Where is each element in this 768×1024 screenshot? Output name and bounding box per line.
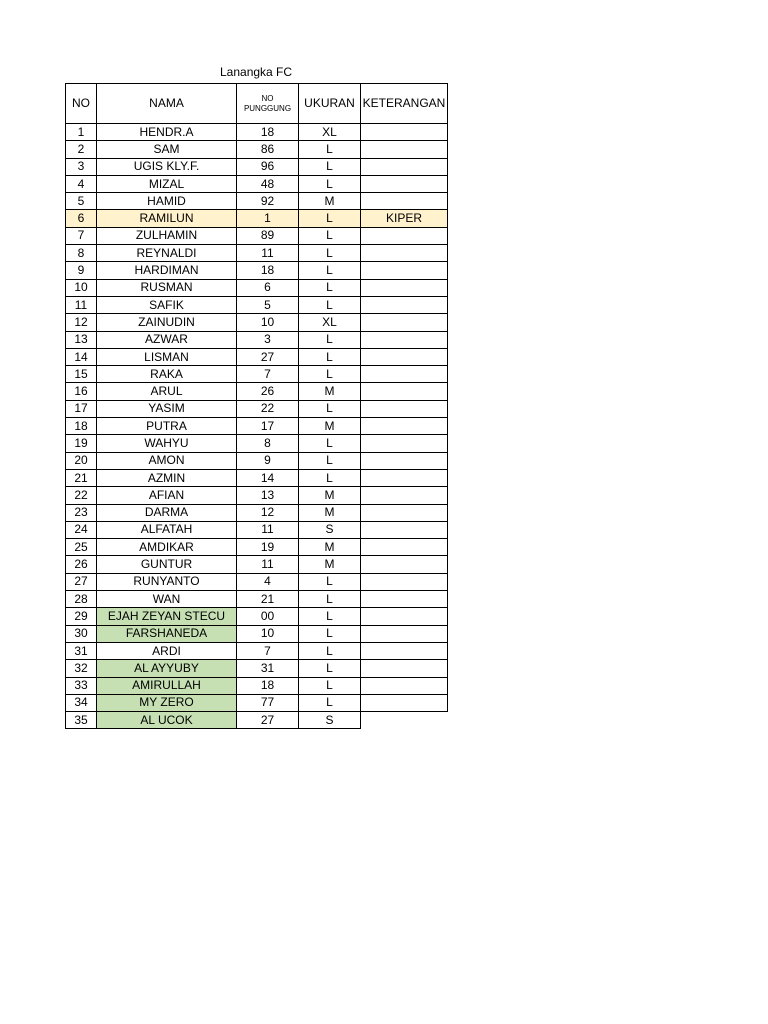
cell-no-punggung[interactable]: 18: [237, 124, 299, 141]
cell-no-punggung[interactable]: 12: [237, 504, 299, 521]
cell-no-punggung[interactable]: 10: [237, 314, 299, 331]
header-no-punggung-line2: PUNGGUNG: [243, 103, 292, 113]
cell-no-punggung[interactable]: 22: [237, 400, 299, 417]
cell-no[interactable]: 34: [66, 694, 97, 711]
cell-nama[interactable]: AMON: [97, 452, 237, 469]
cell-ukuran[interactable]: M: [299, 504, 361, 521]
cell-keterangan[interactable]: [361, 660, 448, 677]
cell-no-punggung[interactable]: 18: [237, 262, 299, 279]
cell-nama[interactable]: ARDI: [97, 642, 237, 659]
cell-no-punggung[interactable]: 00: [237, 608, 299, 625]
cell-no-punggung[interactable]: 11: [237, 521, 299, 538]
header-keterangan[interactable]: KETERANGAN: [361, 84, 448, 124]
cell-nama[interactable]: HENDR.A: [97, 124, 237, 141]
table-row: [66, 383, 448, 400]
cell-keterangan[interactable]: [361, 227, 448, 244]
table-row: [66, 677, 448, 694]
cell-no[interactable]: 28: [66, 591, 97, 608]
cell-keterangan[interactable]: [361, 383, 448, 400]
cell-nama[interactable]: RAMILUN: [97, 210, 237, 227]
table-row: [66, 504, 448, 521]
cell-keterangan[interactable]: [361, 452, 448, 469]
table-row: [66, 418, 448, 435]
cell-nama[interactable]: AL UCOK: [97, 712, 237, 729]
cell-ukuran[interactable]: L: [299, 642, 361, 659]
cell-no-punggung[interactable]: 7: [237, 642, 299, 659]
cell-nama[interactable]: HAMID: [97, 193, 237, 210]
cell-no[interactable]: 8: [66, 245, 97, 262]
cell-no-punggung[interactable]: 11: [237, 245, 299, 262]
cell-ukuran[interactable]: L: [299, 677, 361, 694]
cell-keterangan[interactable]: [361, 279, 448, 296]
cell-ukuran[interactable]: M: [299, 418, 361, 435]
cell-ukuran[interactable]: M: [299, 487, 361, 504]
table-row: [66, 245, 448, 262]
cell-nama[interactable]: AZWAR: [97, 331, 237, 348]
cell-no[interactable]: 4: [66, 175, 97, 192]
table-row: [66, 539, 448, 556]
cell-no-punggung[interactable]: 21: [237, 591, 299, 608]
cell-no[interactable]: 6: [66, 210, 97, 227]
table-row: [66, 366, 448, 383]
cell-no[interactable]: 15: [66, 366, 97, 383]
cell-nama[interactable]: SAFIK: [97, 296, 237, 313]
cell-no[interactable]: 24: [66, 521, 97, 538]
cell-ukuran[interactable]: L: [299, 366, 361, 383]
cell-no[interactable]: 1: [66, 124, 97, 141]
cell-ukuran[interactable]: L: [299, 608, 361, 625]
table-row: [66, 556, 448, 573]
cell-nama[interactable]: YASIM: [97, 400, 237, 417]
cell-no[interactable]: 12: [66, 314, 97, 331]
table-row: [66, 193, 448, 210]
cell-keterangan[interactable]: [361, 521, 448, 538]
cell-keterangan[interactable]: [361, 677, 448, 694]
table-row: [66, 469, 448, 486]
cell-no[interactable]: 16: [66, 383, 97, 400]
cell-no[interactable]: 25: [66, 539, 97, 556]
cell-nama[interactable]: ZAINUDIN: [97, 314, 237, 331]
cell-no-punggung[interactable]: 19: [237, 539, 299, 556]
cell-ukuran[interactable]: L: [299, 141, 361, 158]
cell-ukuran[interactable]: L: [299, 625, 361, 642]
table-row: [66, 521, 448, 538]
cell-no[interactable]: 2: [66, 141, 97, 158]
cell-keterangan[interactable]: [361, 625, 448, 642]
cell-nama[interactable]: UGIS KLY.F.: [97, 158, 237, 175]
cell-keterangan[interactable]: [361, 573, 448, 590]
cell-nama[interactable]: AMIRULLAH: [97, 677, 237, 694]
cell-no[interactable]: 20: [66, 452, 97, 469]
cell-ukuran[interactable]: L: [299, 660, 361, 677]
cell-no-punggung[interactable]: 26: [237, 383, 299, 400]
cell-ukuran[interactable]: L: [299, 591, 361, 608]
cell-keterangan[interactable]: [361, 158, 448, 175]
cell-no[interactable]: 27: [66, 573, 97, 590]
table-row: [66, 487, 448, 504]
cell-ukuran[interactable]: M: [299, 539, 361, 556]
cell-no[interactable]: 3: [66, 158, 97, 175]
cell-ukuran[interactable]: L: [299, 227, 361, 244]
table-row: [66, 141, 448, 158]
cell-keterangan[interactable]: [361, 642, 448, 659]
header-no-punggung[interactable]: [237, 84, 299, 124]
cell-no[interactable]: 32: [66, 660, 97, 677]
cell-ukuran[interactable]: XL: [299, 124, 361, 141]
cell-nama[interactable]: GUNTUR: [97, 556, 237, 573]
cell-no-punggung[interactable]: 7: [237, 366, 299, 383]
cell-no[interactable]: 33: [66, 677, 97, 694]
cell-keterangan[interactable]: [361, 400, 448, 417]
cell-no[interactable]: 17: [66, 400, 97, 417]
table-row: [66, 435, 448, 452]
cell-keterangan[interactable]: KIPER: [361, 210, 448, 227]
table-row: [66, 625, 448, 642]
cell-nama[interactable]: WAN: [97, 591, 237, 608]
cell-nama[interactable]: RAKA: [97, 366, 237, 383]
cell-nama[interactable]: AZMIN: [97, 469, 237, 486]
cell-keterangan[interactable]: [361, 193, 448, 210]
cell-no[interactable]: 14: [66, 348, 97, 365]
cell-no-punggung[interactable]: 5: [237, 296, 299, 313]
header-ukuran[interactable]: UKURAN: [299, 84, 361, 124]
cell-keterangan[interactable]: [361, 694, 448, 711]
cell-nama[interactable]: HARDIMAN: [97, 262, 237, 279]
cell-ukuran[interactable]: L: [299, 262, 361, 279]
cell-no[interactable]: 5: [66, 193, 97, 210]
cell-ukuran[interactable]: L: [299, 573, 361, 590]
cell-no-punggung[interactable]: 10: [237, 625, 299, 642]
cell-ukuran[interactable]: L: [299, 175, 361, 192]
cell-no[interactable]: 29: [66, 608, 97, 625]
cell-ukuran[interactable]: L: [299, 158, 361, 175]
cell-nama[interactable]: AMDIKAR: [97, 539, 237, 556]
cell-nama[interactable]: RUNYANTO: [97, 573, 237, 590]
cell-no[interactable]: 10: [66, 279, 97, 296]
cell-ukuran[interactable]: L: [299, 348, 361, 365]
table-row: [66, 642, 448, 659]
cell-keterangan[interactable]: [361, 487, 448, 504]
cell-no[interactable]: 30: [66, 625, 97, 642]
cell-ukuran[interactable]: XL: [299, 314, 361, 331]
cell-keterangan[interactable]: [361, 712, 448, 729]
table-row: [66, 262, 448, 279]
cell-no-punggung[interactable]: 27: [237, 712, 299, 729]
table-row: [66, 608, 448, 625]
cell-nama[interactable]: ARUL: [97, 383, 237, 400]
header-no[interactable]: NO: [66, 84, 97, 124]
table-row: [66, 158, 448, 175]
cell-nama[interactable]: FARSHANEDA: [97, 625, 237, 642]
cell-ukuran[interactable]: L: [299, 694, 361, 711]
cell-ukuran[interactable]: M: [299, 383, 361, 400]
table-row: [66, 314, 448, 331]
cell-keterangan[interactable]: [361, 348, 448, 365]
cell-ukuran[interactable]: L: [299, 469, 361, 486]
cell-no-punggung[interactable]: 92: [237, 193, 299, 210]
cell-nama[interactable]: AL AYYUBY: [97, 660, 237, 677]
cell-no-punggung[interactable]: 11: [237, 556, 299, 573]
cell-ukuran[interactable]: M: [299, 193, 361, 210]
table-row: [66, 573, 448, 590]
cell-no[interactable]: 26: [66, 556, 97, 573]
cell-ukuran[interactable]: L: [299, 331, 361, 348]
table-row: [66, 210, 448, 227]
cell-nama[interactable]: AFIAN: [97, 487, 237, 504]
cell-keterangan[interactable]: [361, 556, 448, 573]
cell-nama[interactable]: MIZAL: [97, 175, 237, 192]
table-row: [66, 591, 448, 608]
cell-no[interactable]: 22: [66, 487, 97, 504]
cell-no-punggung[interactable]: 8: [237, 435, 299, 452]
cell-no[interactable]: 18: [66, 418, 97, 435]
cell-no[interactable]: 35: [66, 712, 97, 729]
cell-keterangan[interactable]: [361, 418, 448, 435]
cell-no-punggung[interactable]: 27: [237, 348, 299, 365]
table-row: [66, 400, 448, 417]
cell-ukuran[interactable]: S: [299, 712, 361, 729]
cell-keterangan[interactable]: [361, 366, 448, 383]
table-row: [66, 227, 448, 244]
table-row: [66, 279, 448, 296]
cell-keterangan[interactable]: [361, 469, 448, 486]
cell-keterangan[interactable]: [361, 539, 448, 556]
cell-no-punggung[interactable]: 4: [237, 573, 299, 590]
table-row: [66, 694, 448, 711]
cell-no-punggung[interactable]: 89: [237, 227, 299, 244]
cell-nama[interactable]: MY ZERO: [97, 694, 237, 711]
cell-nama[interactable]: ZULHAMIN: [97, 227, 237, 244]
cell-no-punggung[interactable]: 1: [237, 210, 299, 227]
cell-no-punggung[interactable]: 31: [237, 660, 299, 677]
cell-nama[interactable]: WAHYU: [97, 435, 237, 452]
cell-no-punggung[interactable]: 96: [237, 158, 299, 175]
cell-ukuran[interactable]: M: [299, 556, 361, 573]
cell-ukuran[interactable]: L: [299, 245, 361, 262]
table-row: [66, 296, 448, 313]
cell-keterangan[interactable]: [361, 175, 448, 192]
cell-nama[interactable]: LISMAN: [97, 348, 237, 365]
table-row: [66, 175, 448, 192]
cell-ukuran[interactable]: L: [299, 400, 361, 417]
roster-table: [65, 83, 448, 729]
table-row: [66, 660, 448, 677]
cell-no[interactable]: 19: [66, 435, 97, 452]
cell-keterangan[interactable]: [361, 314, 448, 331]
table-row: [66, 348, 448, 365]
cell-keterangan[interactable]: [361, 141, 448, 158]
cell-no-punggung[interactable]: 77: [237, 694, 299, 711]
cell-keterangan[interactable]: [361, 124, 448, 141]
cell-ukuran[interactable]: L: [299, 435, 361, 452]
cell-no-punggung[interactable]: 3: [237, 331, 299, 348]
cell-no[interactable]: 23: [66, 504, 97, 521]
cell-keterangan[interactable]: [361, 608, 448, 625]
header-nama[interactable]: NAMA: [97, 84, 237, 124]
table-row: [66, 331, 448, 348]
cell-keterangan[interactable]: [361, 245, 448, 262]
cell-ukuran[interactable]: L: [299, 210, 361, 227]
cell-no[interactable]: 21: [66, 469, 97, 486]
cell-nama[interactable]: DARMA: [97, 504, 237, 521]
cell-no-punggung[interactable]: 6: [237, 279, 299, 296]
cell-no[interactable]: 31: [66, 642, 97, 659]
cell-nama[interactable]: ALFATAH: [97, 521, 237, 538]
cell-no[interactable]: 11: [66, 296, 97, 313]
cell-no-punggung[interactable]: 86: [237, 141, 299, 158]
cell-ukuran[interactable]: L: [299, 279, 361, 296]
cell-no[interactable]: 7: [66, 227, 97, 244]
header-row: [66, 84, 448, 124]
cell-no-punggung[interactable]: 17: [237, 418, 299, 435]
cell-keterangan[interactable]: [361, 262, 448, 279]
cell-no[interactable]: 9: [66, 262, 97, 279]
cell-nama[interactable]: REYNALDI: [97, 245, 237, 262]
cell-ukuran[interactable]: S: [299, 521, 361, 538]
table-row: [66, 124, 448, 141]
cell-no-punggung[interactable]: 13: [237, 487, 299, 504]
cell-no-punggung[interactable]: 48: [237, 175, 299, 192]
cell-nama[interactable]: SAM: [97, 141, 237, 158]
cell-no[interactable]: 13: [66, 331, 97, 348]
sheet-title: Lanangka FC: [220, 65, 293, 79]
cell-ukuran[interactable]: L: [299, 296, 361, 313]
cell-keterangan[interactable]: [361, 435, 448, 452]
table-row: [66, 452, 448, 469]
table-row: [66, 712, 448, 729]
cell-keterangan[interactable]: [361, 504, 448, 521]
cell-nama[interactable]: PUTRA: [97, 418, 237, 435]
cell-keterangan[interactable]: [361, 296, 448, 313]
header-no-punggung-line1: NO: [261, 93, 274, 103]
cell-no-punggung[interactable]: 18: [237, 677, 299, 694]
cell-nama[interactable]: EJAH ZEYAN STECU: [97, 608, 237, 625]
cell-no-punggung[interactable]: 14: [237, 469, 299, 486]
cell-keterangan[interactable]: [361, 591, 448, 608]
cell-no-punggung[interactable]: 9: [237, 452, 299, 469]
cell-keterangan[interactable]: [361, 331, 448, 348]
cell-nama[interactable]: RUSMAN: [97, 279, 237, 296]
cell-ukuran[interactable]: L: [299, 452, 361, 469]
